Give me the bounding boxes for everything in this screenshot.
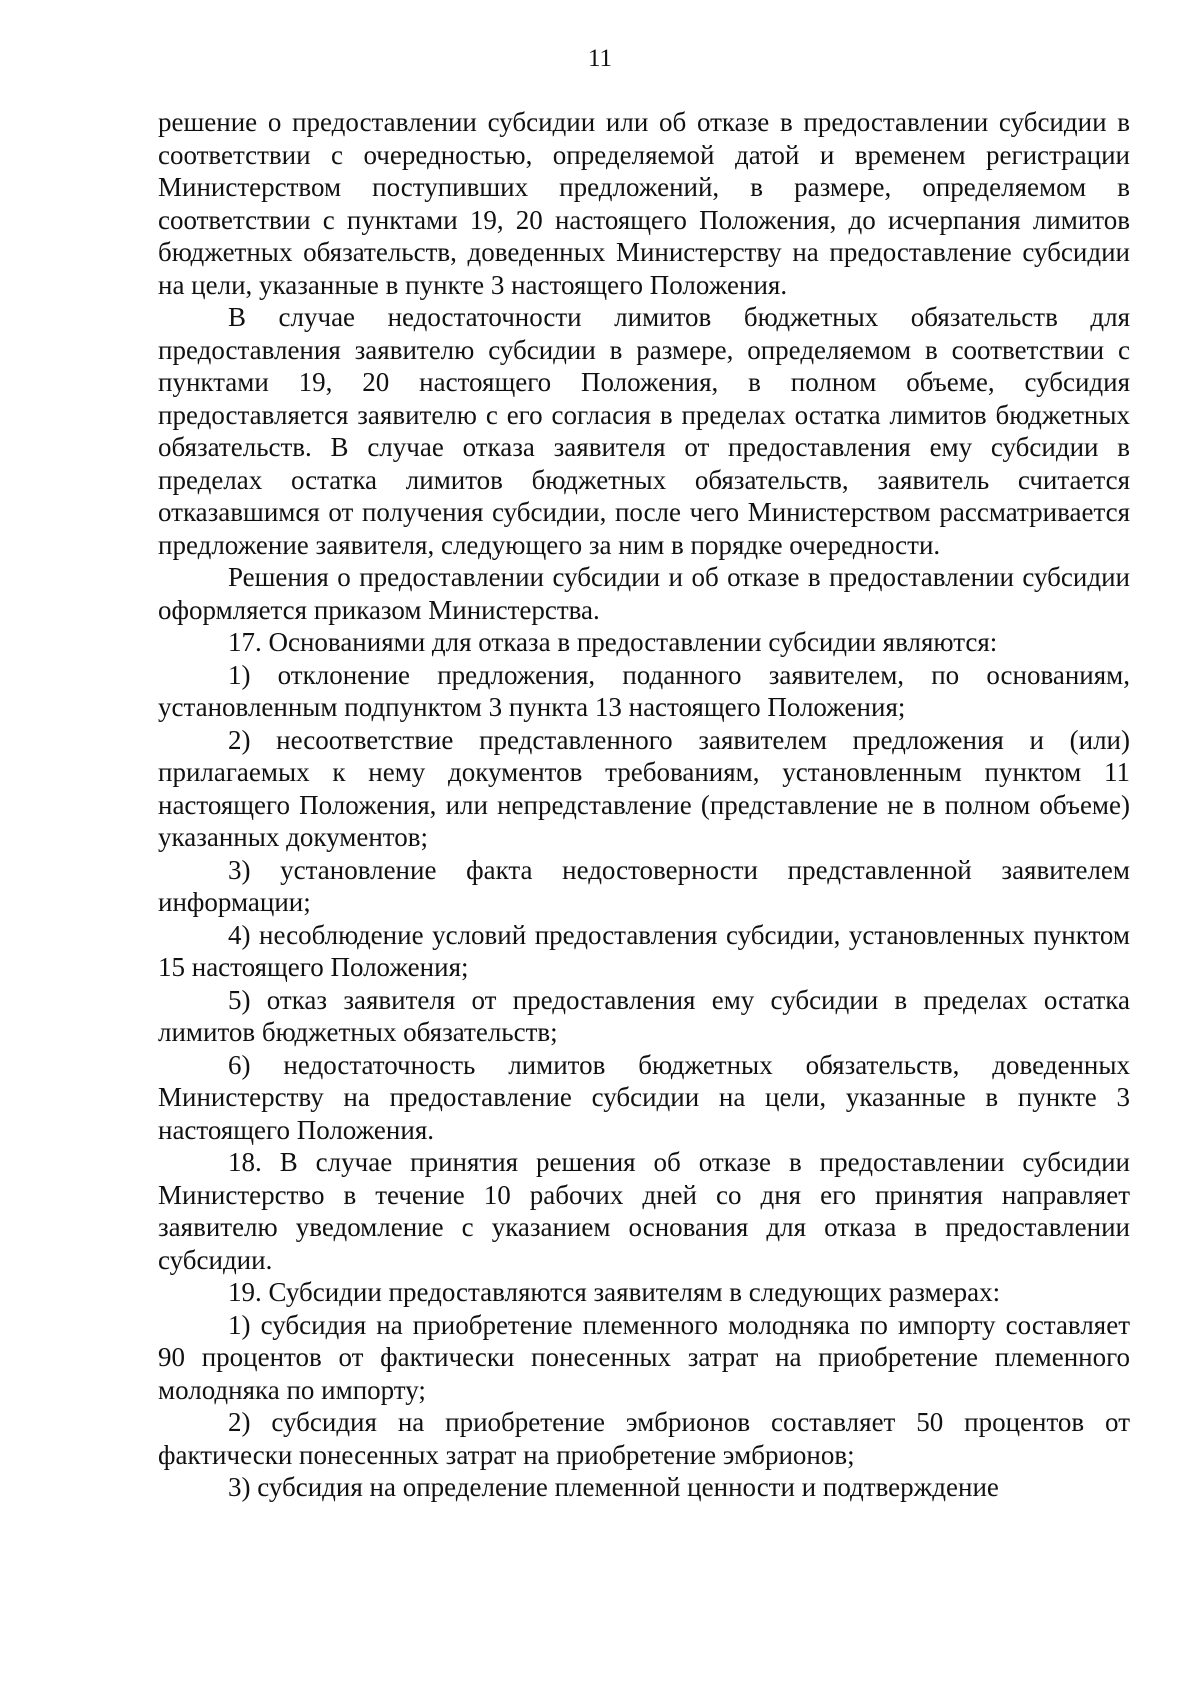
list-item-17-1: 1) отклонение предложения, поданного заявителем, по основаниям, установленным подпунктом 3 пункта 13 настоящего Положения; — [158, 659, 1130, 722]
list-item-17-2: 2) несоответствие представленного заявителем предложения и (или) прилагаемых к нему документов требованиям, установленным пунктом 11 настоящего Положения, или непредставление (представление не в полном объеме) указанных документов; — [158, 724, 1130, 852]
paragraph-decision-order: решение о предоставлении субсидии или об отказе в предоставлении субсидии в соответствии с очередностью, определяемой датой и временем регистрации Министерством поступивших предложений, в размере, определяемом в соответствии с пунктами 19, 20 настоящего Положения, до исчерпания лимитов бюджетных обязательств, доведенных Министерству на предоставление субсидии на цели, указанные в пункте 3 настоящего Положения. — [158, 107, 1130, 300]
paragraph-18-notification: 18. В случае принятия решения об отказе в предоставлении субсидии Министерство в течение 10 рабочих дней со дня его принятия направляет заявителю уведомление с указанием основания для отказа в предоставлении субсидии. — [158, 1147, 1130, 1275]
list-item-19-2: 2) субсидия на приобретение эмбрионов составляет 50 процентов от фактически понесенных затрат на приобретение эмбрионов; — [158, 1407, 1130, 1470]
paragraph-decision-formalization: Решения о предоставлении субсидии и об отказе в предоставлении субсидии оформляется приказом Министерства. — [158, 562, 1130, 625]
list-item-17-3: 3) установление факта недостоверности представленной заявителем информации; — [158, 854, 1130, 917]
list-item-17-5: 5) отказ заявителя от предоставления ему субсидии в пределах остатка лимитов бюджетных обязательств; — [158, 984, 1130, 1047]
list-item-19-1: 1) субсидия на приобретение племенного молодняка по импорту составляет 90 процентов от фактически понесенных затрат на приобретение племенного молодняка по импорту; — [158, 1309, 1130, 1405]
paragraph-insufficient-limits: В случае недостаточности лимитов бюджетных обязательств для предоставления заявителю субсидии в размере, определяемом в соответствии с пунктами 19, 20 настоящего Положения, в полном объеме, субсидия предоставляется заявителю с его согласия в пределах остатка лимитов бюджетных обязательств. В случае отказа заявителя от предоставления ему субсидии в пределах остатка лимитов бюджетных обязательств, заявитель считается отказавшимся от получения субсидии, после чего Министерством рассматривается предложение заявителя, следующего за ним в порядке очередности. — [158, 302, 1130, 560]
document-body — [158, 106, 1130, 1504]
list-item-17-6: 6) недостаточность лимитов бюджетных обязательств, доведенных Министерству на предоставление субсидии на цели, указанные в пункте 3 настоящего Положения. — [158, 1049, 1130, 1145]
paragraph-17-refusal-grounds: 17. Основаниями для отказа в предоставлении субсидии являются: — [228, 627, 998, 657]
list-item-19-3: 3) субсидия на определение племенной ценности и подтверждение — [228, 1472, 999, 1502]
paragraph-19-amounts: 19. Субсидии предоставляются заявителям в следующих размерах: — [228, 1277, 1001, 1307]
page-number: 11 — [587, 45, 613, 72]
list-item-17-4: 4) несоблюдение условий предоставления субсидии, установленных пунктом 15 настоящего Положения; — [158, 919, 1130, 982]
